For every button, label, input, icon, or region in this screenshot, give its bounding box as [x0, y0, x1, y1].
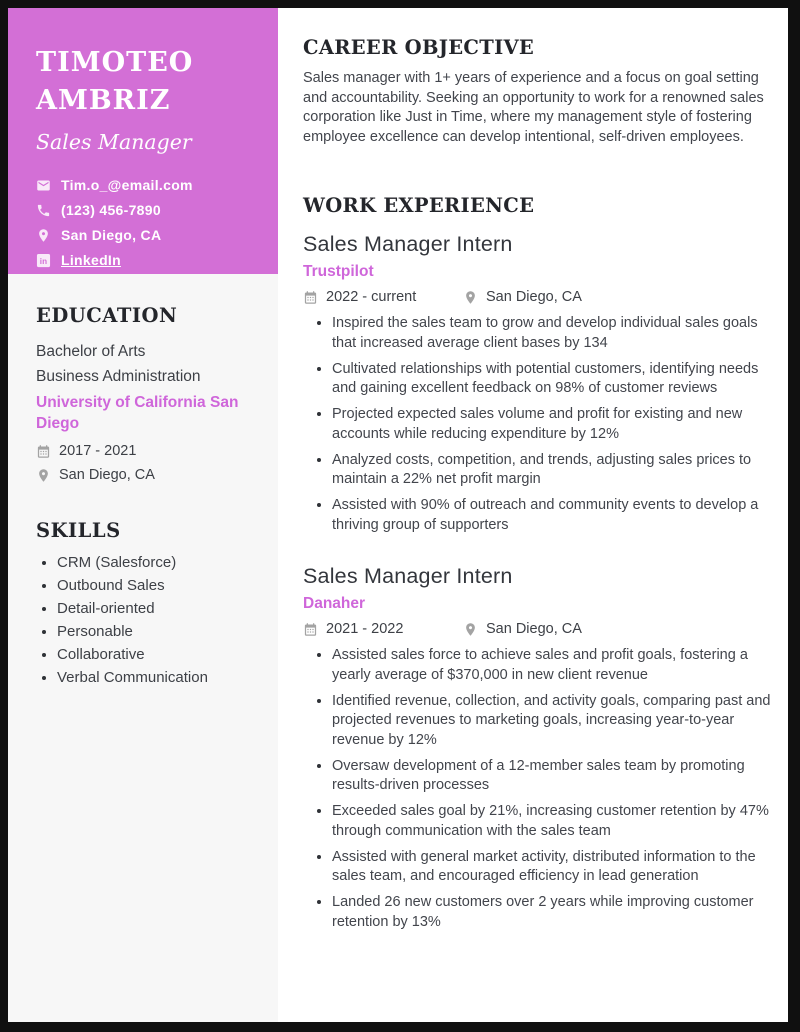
- linkedin-icon: [36, 253, 51, 268]
- contact-list: [36, 177, 256, 268]
- job-bullet: • Cultivated relationships with potential customers, identifying needs and gaining excellent feedback on 98% of customer reviews: [332, 359, 772, 399]
- education-section: [36, 304, 256, 483]
- svg-text:in: in: [39, 256, 48, 266]
- linkedin-link[interactable]: LinkedIn: [61, 252, 121, 268]
- job-bullet-list: [303, 645, 772, 932]
- person-job-title: Sales Manager: [36, 130, 192, 154]
- location-pin-icon: [463, 290, 478, 305]
- calendar-icon: [303, 622, 318, 637]
- location-pin-icon: [463, 622, 478, 637]
- job-bullet: • Identified revenue, collection, and activity goals, comparing past and projected revenues to marketing goals, increasing year-to-year revenue by 12%: [332, 691, 772, 751]
- sidebar: [8, 8, 278, 1022]
- contact-phone: [36, 202, 256, 218]
- skill-item: • Collaborative: [57, 647, 256, 663]
- job-dates: 2021 - 2022: [326, 621, 404, 637]
- location-pin-icon: [36, 228, 51, 243]
- job-bullet: • Assisted sales force to achieve sales and profit goals, fostering a yearly average of $370,000 in new client revenue: [332, 645, 772, 685]
- person-name-line1: TIMOTEO: [36, 47, 194, 78]
- career-objective-heading: CAREER OBJECTIVE: [303, 36, 535, 59]
- skills-section: [36, 519, 256, 686]
- contact-email: [36, 177, 256, 193]
- education-location: San Diego, CA: [59, 467, 155, 483]
- education-heading: EDUCATION: [36, 304, 178, 327]
- job-company: Danaher: [303, 595, 366, 612]
- career-objective-section: [303, 36, 772, 147]
- education-degree: Bachelor of Arts: [36, 343, 146, 360]
- job-entry: [303, 564, 772, 932]
- work-experience-section: [303, 194, 772, 932]
- person-name-line2: AMBRIZ: [36, 85, 171, 116]
- envelope-icon: [36, 178, 51, 193]
- calendar-icon: [303, 290, 318, 305]
- job-meta-row: [303, 289, 772, 305]
- phone-icon: [36, 203, 51, 218]
- skills-heading: SKILLS: [36, 519, 121, 542]
- education-dates: 2017 - 2021: [59, 443, 137, 459]
- skill-item: • Outbound Sales: [57, 578, 256, 594]
- skill-item: • Personable: [57, 624, 256, 640]
- contact-linkedin: [36, 252, 256, 268]
- skills-list: [36, 555, 256, 686]
- job-title: Sales Manager Intern: [303, 564, 513, 588]
- job-bullet: • Assisted with general market activity, distributed information to the sales team, and encouraged efficiency in lead generation: [332, 847, 772, 887]
- job-bullet: • Inspired the sales team to grow and develop individual sales goals that increased average client bases by 134: [332, 313, 772, 353]
- contact-phone-text: (123) 456-7890: [61, 202, 161, 218]
- job-location: San Diego, CA: [486, 289, 582, 305]
- job-dates-cell: [303, 621, 463, 637]
- education-dates-row: [36, 443, 256, 459]
- resume-page: [8, 8, 788, 1022]
- job-bullet-list: [303, 313, 772, 535]
- location-pin-icon: [36, 468, 51, 483]
- career-objective-text: Sales manager with 1+ years of experience and a focus on goal setting and accountability. Seeking an opportunity to work for a renowned sales corporation like Just in Time, where my management style of fostering employee excellence can develop intentional, self-driven employees.: [303, 70, 764, 145]
- job-bullet: • Analyzed costs, competition, and trends, adjusting sales prices to maintain a 22% net profit margin: [332, 450, 772, 490]
- job-bullet: • Exceeded sales goal by 21%, increasing customer retention by 47% through communication with the sales team: [332, 801, 772, 841]
- calendar-icon: [36, 444, 51, 459]
- job-title: Sales Manager Intern: [303, 232, 513, 256]
- work-experience-heading: WORK EXPERIENCE: [303, 194, 535, 217]
- sidebar-header: [8, 8, 278, 274]
- job-bullet: • Projected expected sales volume and profit for existing and new accounts while reducing expenditure by 12%: [332, 404, 772, 444]
- skill-item: • Verbal Communication: [57, 670, 256, 686]
- job-dates-cell: [303, 289, 463, 305]
- job-bullet: • Landed 26 new customers over 2 years while improving customer retention by 13%: [332, 892, 772, 932]
- job-dates: 2022 - current: [326, 289, 417, 305]
- job-company: Trustpilot: [303, 263, 374, 280]
- person-name: [36, 44, 256, 120]
- job-location-cell: [463, 621, 582, 637]
- skill-item: • CRM (Salesforce): [57, 555, 256, 571]
- skill-item: • Detail-oriented: [57, 601, 256, 617]
- education-major: Business Administration: [36, 368, 201, 385]
- education-location-row: [36, 467, 256, 483]
- job-location-cell: [463, 289, 582, 305]
- sidebar-body: [8, 274, 278, 693]
- job-location: San Diego, CA: [486, 621, 582, 637]
- job-entry: [303, 232, 772, 535]
- job-bullet: • Assisted with 90% of outreach and community events to develop a thriving group of supporters: [332, 495, 772, 535]
- education-school: University of California San Diego: [36, 394, 239, 432]
- main-column: [278, 8, 788, 1022]
- job-bullet: • Oversaw development of a 12-member sales team by promoting results-driven processes: [332, 756, 772, 796]
- contact-location-text: San Diego, CA: [61, 227, 162, 243]
- job-meta-row: [303, 621, 772, 637]
- contact-location: [36, 227, 256, 243]
- contact-email-text: Tim.o_@email.com: [61, 177, 193, 193]
